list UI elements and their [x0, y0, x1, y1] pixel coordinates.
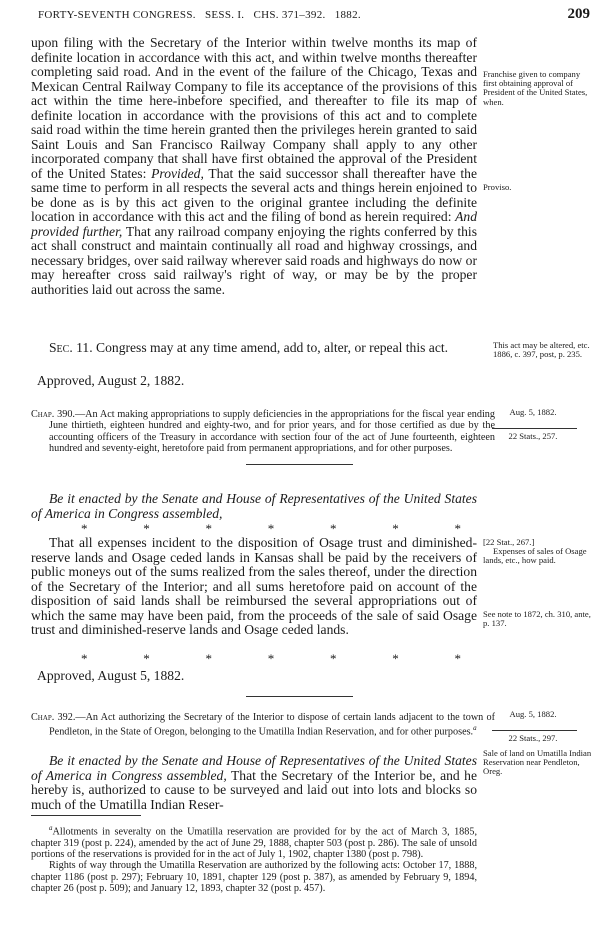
footnotes: [31, 823, 477, 894]
chapter-392-caption: [31, 712, 495, 738]
footnote-a-text: Allotments in severalty on the Umatilla reservation are provided for by the act of March 3, 1885, chapter 319 (post p. 224), amended by the act of June 29, 1888, chapter 503 (post p. 286). The sale of unsold portions of the reservations is provided for in the act of July 1, 1902, chapter 1380 (post p. 798).: [31, 826, 477, 860]
star: *: [267, 521, 275, 536]
star: *: [454, 521, 461, 536]
enacting-clause-2: [31, 754, 477, 812]
star: *: [330, 521, 337, 536]
footnote-divider: [31, 815, 141, 816]
margin-note-alter: [483, 341, 593, 359]
osage-lands-paragraph: That all expenses incident to the disposition of Osage trust and diminished-reserve lands and Osage ceded lands in Kansas shall be paid by the receivers of public moneys out of the sums realized from the sales thereof, under the direction of the Secretary of the Interior; and all sums heretofore paid on account of the disposition of said lands shall be reimbursed the several appropriations out of which the same may have been paid, from the proceeds of the sale of said Osage trust and diminished-reserve lands and Osage ceded lands.: [31, 535, 477, 637]
section-divider: [246, 696, 353, 697]
star: *: [81, 521, 88, 536]
margin-note-date-2: Aug. 5, 1882.: [509, 709, 557, 719]
enacting-clause-1: Be it enacted by the Senate and House of Representatives of the United States of America in Congress assembled,: [31, 491, 477, 521]
margin-note-franchise: Franchise given to company first obtaining approval of President of the United States, when.: [483, 69, 588, 107]
paragraph-text: upon filing with the Secretary of the Interior within twelve months its map of definite location in accordance with this act, and within twelve months thereafter completing said road. And in the event of the failure of the Chicago, Texas and Mexican Central Railway Company to file its acceptance of the provisions of this act within the time here-inbefore specified, and thereafter to file its map of definite location in accordance with the provisions of this act and to complete said road within the time herein granted then the privileges herein granted to said Saint Louis and San Francisco Railway Company shall apply to any other incorporated company that shall have first obtained the approval of the President of the United States:: [31, 35, 477, 181]
running-head-text: FORTY-SEVENTH CONGRESS. SESS. I. CHS. 371–392. 1882.: [38, 9, 361, 21]
star: *: [205, 521, 212, 536]
margin-note-stats-2: 22 Stats., 297.: [508, 733, 558, 743]
star: *: [81, 651, 88, 666]
enacting-words: Be it enacted by the Senate and House of Representatives of the United States of America in Congress assembled,: [31, 753, 477, 783]
chapter-title: —An Act making appropriations to supply deficiencies in the appropriations for the fiscal year ending June thirtieth, eighteen hundred and eighty-two, and for prior years, and for those certified as due by the accounting officers of the Treasury in accordance with section four of the act of June fourteenth, eighteen hundred and seventy-eight, heretofore paid from permanent appropriations, and for other purposes.: [49, 409, 495, 454]
section-divider: [246, 464, 353, 465]
margin-expenses-text: Expenses of sales of Osage lands, etc., how paid.: [483, 546, 587, 566]
omission-stars-2: [81, 651, 461, 667]
margin-note-date: Aug. 5, 1882.: [509, 407, 557, 417]
footnote-marker: a: [473, 724, 477, 733]
star: *: [392, 651, 399, 666]
footnote-b: Rights of way through the Umatilla Reservation are authorized by the following acts: October 17, 1888, chapter 1186 (post p. 297); February 10, 1891, chapter 129 (post p. 387), as amended by February 9, 1894, chapter 26 (post p. 509); and January 12, 1893, chapter 32 (post p. 457).: [31, 860, 477, 894]
proviso-word: Provided,: [151, 165, 204, 181]
star: *: [143, 521, 150, 536]
footnote-a-mark: a: [49, 824, 53, 832]
margin-note-proviso: Proviso.: [483, 182, 512, 192]
star: *: [330, 651, 337, 666]
margin-stat-ref-text: [22 Stat., 267.]: [483, 537, 535, 547]
approved-date-2: Approved, August 5, 1882.: [37, 668, 185, 683]
margin-note-alter-text: This act may be altered, etc.: [493, 340, 590, 350]
margin-rule: [492, 730, 577, 731]
proviso-further-word: And provided further,: [31, 209, 477, 239]
margin-note-stat-ref: [483, 538, 593, 566]
umatilla-text: That the Secretary of the Interior be, and he hereby is, authorized to cause to be surveyed and laid out into lots and blocks so much of the Umatilla Indian Reser-: [31, 767, 478, 812]
margin-note-see-note: See note to 1872, ch. 310, ante, p. 137.: [483, 609, 591, 629]
margin-rule: [492, 428, 577, 429]
section-text: Congress may at any time amend, add to, alter, or repeal this act.: [96, 340, 449, 355]
approved-date-1: Approved, August 2, 1882.: [37, 373, 185, 388]
chapter-label: Chap. 392.: [31, 712, 76, 723]
section-label: Sec. 11.: [49, 340, 93, 355]
star: *: [143, 651, 150, 666]
paragraph-text-b: That the said successor shall thereafter have the same time to perform in all respects the several acts and things herein enjoined to be done as is by this act given to the original grantee including the definite location in accordance with this act and the filing of bond as herein required:: [31, 165, 478, 224]
section-11: [31, 341, 477, 356]
paragraph-text-c: That any railroad company enjoying the rights conferred by this act shall construct and maintain continually all road and highway crossings, and necessary bridges, over said railway wherever said roads and highways do now or may hereafter cross said railway's right of way, or may be by the proper authorities laid out across the same.: [31, 223, 477, 297]
chapter-label: Chap. 390.: [31, 409, 75, 420]
footnote-a: [31, 823, 477, 860]
chapter-390-caption: [31, 409, 495, 454]
paragraph-railway-conditions: [31, 36, 477, 297]
star: *: [267, 651, 275, 666]
star: *: [392, 521, 399, 536]
star: *: [205, 651, 212, 666]
margin-note-stats: 22 Stats., 257.: [508, 431, 558, 441]
star: *: [454, 651, 461, 666]
margin-note-alter-ref: 1886, c. 397, post, p. 235.: [493, 349, 583, 360]
running-head: [38, 6, 590, 24]
page-number: 209: [567, 6, 590, 22]
margin-note-sale-land: Sale of land on Umatilla Indian Reservation near Pendleton, Oreg.: [483, 748, 592, 777]
chapter-title: —An Act authorizing the Secretary of the Interior to dispose of certain lands adjacent to the town of Pendleton, in the State of Oregon, belonging to the Umatilla Indian Reservation, and for other purposes.: [49, 712, 495, 738]
